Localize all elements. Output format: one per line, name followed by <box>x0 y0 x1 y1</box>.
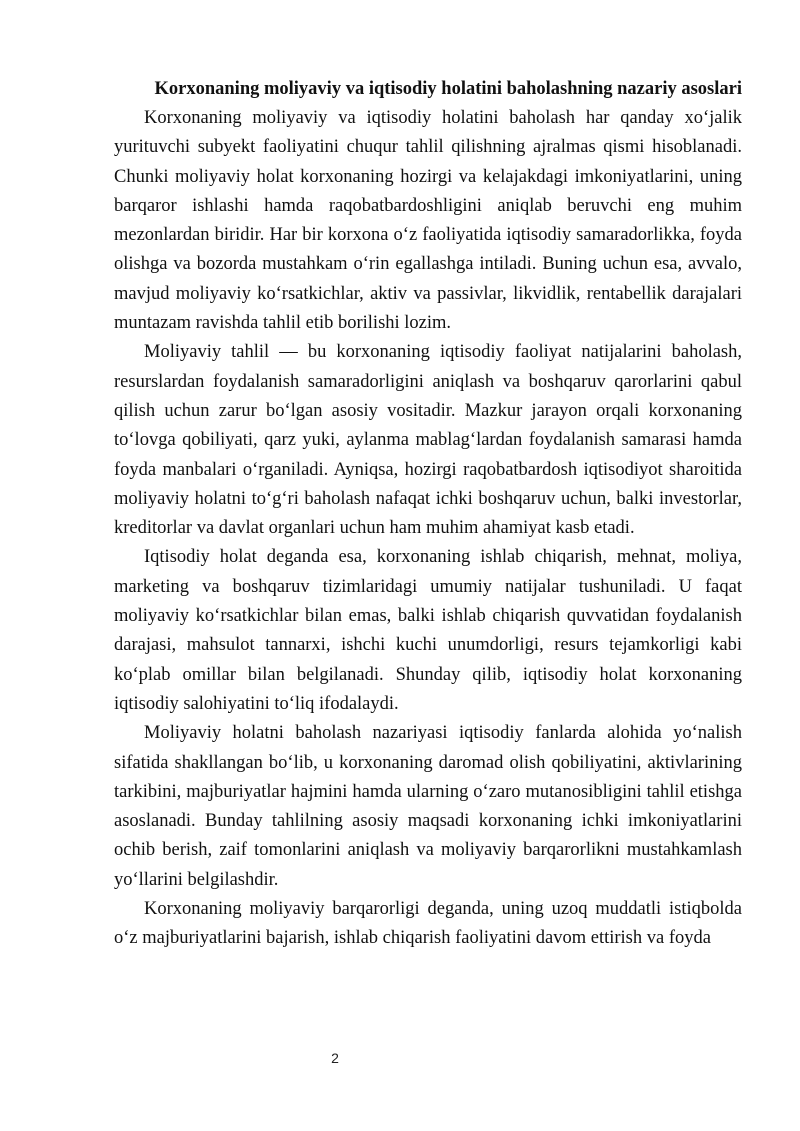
paragraph: Moliyaviy holatni baholash nazariyasi iqtisodiy fanlarda alohida yo‘nalish sifatida shakllangan bo‘lib, u korxonaning daromad olish qobiliyatini, aktivlarining tarkibini, majburiyatlar hajmini hamda ularning o‘zaro mutanosibligini tahlil etishga asoslanadi. Bunday tahlilning asosiy maqsadi korxonaning ichki imkoniyatlarini ochib berish, zaif tomonlarini aniqlash va moliyaviy barqarorlikni mustahkamlash yo‘llarini belgilashdir. <box>114 723 742 890</box>
page-number: 2 <box>331 1050 339 1066</box>
paragraph: Korxonaning moliyaviy va iqtisodiy holatini baholash har qanday xo‘jalik yurituvchi subyekt faoliyatini chuqur tahlil qilishning ajralmas qismi hisoblanadi. Chunki moliyaviy holat korxonaning hozirgi va kelajakdagi imkoniyatlarini, uning barqaror ishlashi hamda raqobatbardoshligini aniqlab beruvchi eng muhim mezonlardan biridir. Har bir korxona o‘z faoliyatida iqtisodiy samaradorlikka, foyda olishga va bozorda mustahkam o‘rin egallashga intiladi. Buning uchun esa, avvalo, mavjud moliyaviy ko‘rsatkichlar, aktiv va passivlar, likvidlik, rentabellik darajalari muntazam ravishda tahlil etib borilishi lozim. <box>114 108 742 334</box>
section-title: Korxonaning moliyaviy va iqtisodiy holatini baholashning nazariy asoslari <box>154 79 742 99</box>
paragraph: Korxonaning moliyaviy barqarorligi deganda, uning uzoq muddatli istiqbolda o‘z majburiyatlarini bajarish, ishlab chiqarish faoliyatini davom ettirish va foyda <box>114 899 742 949</box>
document-body <box>114 74 742 954</box>
paragraph: Iqtisodiy holat deganda esa, korxonaning ishlab chiqarish, mehnat, moliya, marketing va boshqaruv tizimlaridagi umumiy natijalar tushuniladi. U faqat moliyaviy ko‘rsatkichlar bilan emas, balki ishlab chiqarish quvvatidan foydalanish darajasi, mahsulot tannarxi, ishchi kuchi unumdorligi, resurs tejamkorligi kabi ko‘plab omillar bilan belgilanadi. Shunday qilib, iqtisodiy holat korxonaning iqtisodiy salohiyatini to‘liq ifodalaydi. <box>114 547 742 714</box>
paragraph: Moliyaviy tahlil — bu korxonaning iqtisodiy faoliyat natijalarini baholash, resurslardan foydalanish samaradorligini aniqlash va boshqaruv qarorlarini qabul qilish uchun zarur bo‘lgan asosiy vositadir. Mazkur jarayon orqali korxonaning to‘lovga qobiliyati, qarz yuki, aylanma mablag‘lardan foydalanish samarasi hamda foyda manbalari o‘rganiladi. Ayniqsa, hozirgi raqobatbardosh iqtisodiyot sharoitida moliyaviy holatni to‘g‘ri baholash nafaqat ichki boshqaruv uchun, balki investorlar, kreditorlar va davlat organlari uchun ham muhim ahamiyat kasb etadi. <box>114 342 742 539</box>
